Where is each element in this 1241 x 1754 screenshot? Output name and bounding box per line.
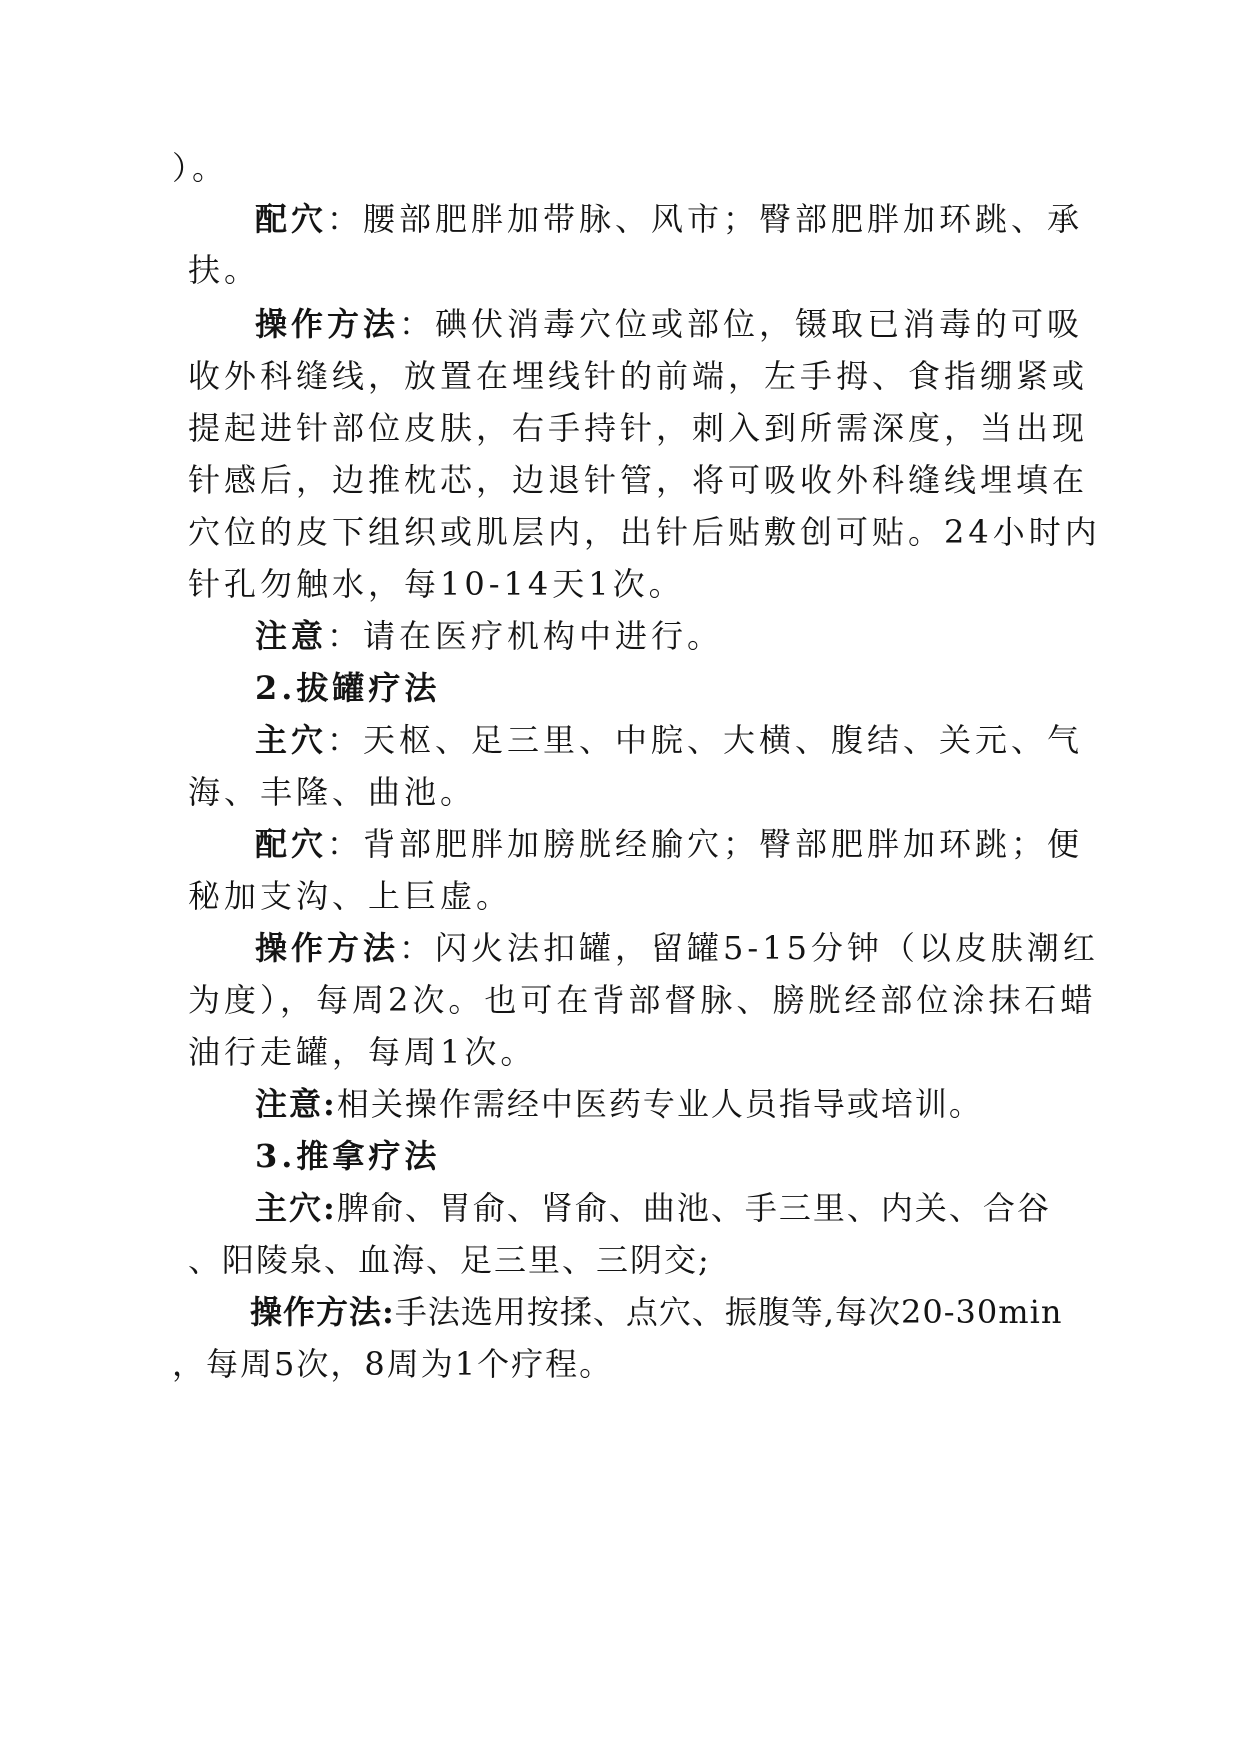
paragraph-text: 手法选用按揉、点穴、振腹等,每次20-30min	[394, 1293, 1063, 1331]
paragraph-method: 操作方法：闪火法扣罐，留罐5-15分钟（以皮肤潮红	[255, 929, 1099, 967]
text-line: 扶。	[188, 251, 261, 289]
paragraph-text: 碘伏消毒穴位或部位，镊取已消毒的可吸	[435, 305, 1084, 343]
paragraph-text: 请在医疗机构中进行。	[363, 617, 724, 655]
paragraph-peixue: 配穴：背部肥胖加膀胱经腧穴；臀部肥胖加环跳；便	[255, 825, 1084, 863]
text-line: 、阳陵泉、血海、足三里、三阴交;	[188, 1241, 711, 1279]
text-line: 针感后，边推枕芯，边退针管，将可吸收外科缝线埋填在	[188, 461, 1089, 499]
text-line: 穴位的皮下组织或肌层内，出针后贴敷创可贴。24小时内	[188, 513, 1101, 551]
paragraph-text: 闪火法扣罐，留罐5-15分钟（以皮肤潮红	[435, 929, 1099, 967]
term-label: 操作方法	[255, 929, 400, 967]
term-label: 配穴	[255, 825, 328, 863]
paragraph-text: 天枢、足三里、中脘、大横、腹结、关元、气	[363, 721, 1084, 759]
paragraph-zhuxue: 主穴：天枢、足三里、中脘、大横、腹结、关元、气	[255, 721, 1084, 759]
term-label: 注意	[255, 1085, 324, 1123]
text-line: 针孔勿触水，每10-14天1次。	[188, 565, 685, 603]
text-line: 提起进针部位皮肤，右手持针，刺入到所需深度，当出现	[188, 409, 1089, 447]
section-heading: 3.推拿疗法	[255, 1137, 441, 1175]
text-line: 为度），每周2次。也可在背部督脉、膀胱经部位涂抹石蜡	[188, 981, 1097, 1019]
text-line: ，每周5次，8周为1个疗程。	[172, 1345, 614, 1383]
paragraph-text: 背部肥胖加膀胱经腧穴；臀部肥胖加环跳；便	[363, 825, 1084, 863]
term-label: 操作方法	[255, 305, 400, 343]
term-label: 主穴	[255, 1189, 324, 1227]
paragraph-text: 相关操作需经中医药专业人员指导或培训。	[336, 1085, 983, 1123]
term-label: 操作方法	[250, 1293, 383, 1331]
paragraph-zhuxue: 主穴:脾俞、胃俞、肾俞、曲池、手三里、内关、合谷	[255, 1189, 1051, 1227]
paragraph-text: 脾俞、胃俞、肾俞、曲池、手三里、内关、合谷	[336, 1189, 1051, 1227]
term-label: 注意	[255, 617, 328, 655]
paragraph-note: 注意：请在医疗机构中进行。	[255, 617, 724, 655]
section-heading: 2.拔罐疗法	[255, 669, 441, 707]
paragraph-method: 操作方法:手法选用按揉、点穴、振腹等,每次20-30min	[250, 1293, 1063, 1331]
text-line: 油行走罐，每周1次。	[188, 1033, 537, 1071]
paragraph-method: 操作方法：碘伏消毒穴位或部位，镊取已消毒的可吸	[255, 305, 1084, 343]
paragraph-note: 注意:相关操作需经中医药专业人员指导或培训。	[255, 1085, 983, 1123]
term-label: 主穴	[255, 721, 328, 759]
text-line: 收外科缝线，放置在埋线针的前端，左手拇、食指绷紧或	[188, 357, 1089, 395]
paragraph-text: 腰部肥胖加带脉、风市；臀部肥胖加环跳、承	[363, 200, 1084, 238]
text-line: 海、丰隆、曲池。	[188, 773, 477, 811]
paragraph-peixue: 配穴：腰部肥胖加带脉、风市；臀部肥胖加环跳、承	[255, 200, 1084, 238]
term-label: 配穴	[255, 200, 328, 238]
text-line: ）。	[172, 149, 229, 187]
text-line: 秘加支沟、上巨虚。	[188, 877, 513, 915]
